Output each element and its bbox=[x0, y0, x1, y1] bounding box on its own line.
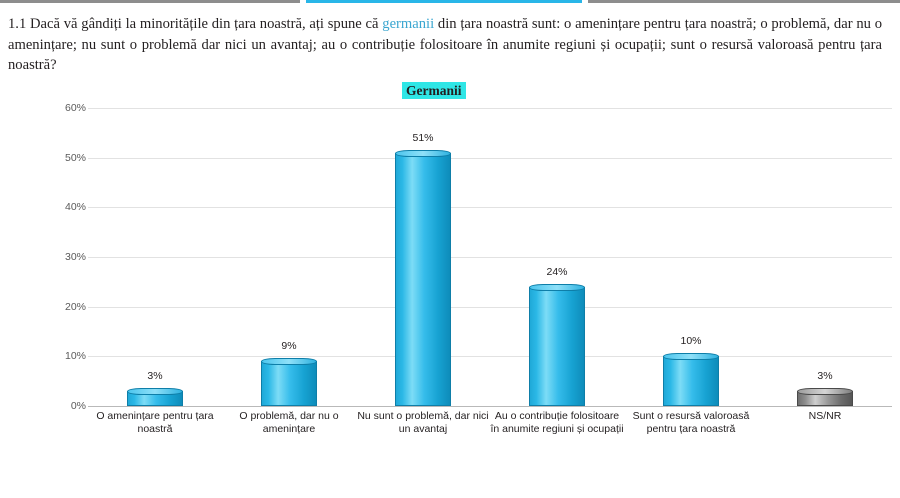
bar-value-label: 24% bbox=[546, 265, 568, 278]
bar[interactable] bbox=[529, 287, 585, 406]
top-rule-right bbox=[588, 0, 900, 3]
y-tick-label: 0% bbox=[70, 400, 86, 412]
bar-value-label: 10% bbox=[680, 335, 702, 348]
top-rule-center bbox=[306, 0, 582, 3]
x-axis-label: O problemă, dar nu o amenințare bbox=[239, 410, 339, 435]
bar-slot bbox=[624, 108, 758, 406]
x-axis-label: Au o contribuție folositoare în anumite regiuni și ocupații bbox=[490, 410, 624, 435]
question-suffix: din țara noastră sunt: o amenințare pentru țara noastră; o problemă, dar nu o amenințare; nu sunt o problemă dar nici un avantaj; au o contribuție folositoare în anumite regiuni și ocupații; sunt o resursă valoroasă pentru țara noastră? bbox=[8, 16, 882, 73]
bar-cap bbox=[663, 353, 719, 360]
bar-slot bbox=[758, 108, 892, 406]
x-axis-label: O amenințare pentru țara noastră bbox=[96, 410, 214, 435]
x-axis-label: Sunt o resursă valoroasă pentru țara noastră bbox=[632, 410, 750, 435]
bar-series bbox=[88, 108, 892, 406]
bar[interactable] bbox=[663, 356, 719, 406]
chart-plot-area bbox=[46, 102, 892, 412]
y-tick-label: 60% bbox=[64, 102, 86, 114]
x-axis-label: NS/NR bbox=[808, 410, 842, 422]
y-tick-label: 10% bbox=[64, 350, 86, 363]
bar[interactable] bbox=[395, 153, 451, 406]
bar-slot bbox=[88, 108, 222, 406]
question-text bbox=[8, 14, 882, 76]
bar-cap bbox=[529, 284, 585, 291]
bar-cap bbox=[797, 388, 853, 395]
bar[interactable] bbox=[797, 391, 853, 406]
bar[interactable] bbox=[127, 391, 183, 406]
y-tick-label: 30% bbox=[64, 251, 86, 263]
bar-slot bbox=[222, 108, 356, 406]
x-axis-label: Nu sunt o problemă, dar nici un avantaj bbox=[357, 410, 489, 435]
top-rule-left bbox=[0, 0, 300, 3]
bar-slot bbox=[490, 108, 624, 406]
question-prefix: 1.1 Dacă vă gândiți la minoritățile din țara noastră, ați spune că bbox=[8, 16, 383, 32]
bar-cap bbox=[395, 150, 451, 157]
bar-cap bbox=[261, 358, 317, 365]
axis-baseline bbox=[88, 406, 892, 407]
bar-slot bbox=[356, 108, 490, 406]
bar-value-label: 51% bbox=[412, 131, 434, 144]
bar[interactable] bbox=[261, 361, 317, 406]
y-tick-label: 40% bbox=[64, 201, 86, 214]
bar-value-label: 9% bbox=[281, 340, 297, 353]
bar-value-label: 3% bbox=[817, 370, 833, 383]
bar-value-label: 3% bbox=[147, 370, 163, 383]
bar-cap bbox=[127, 388, 183, 395]
y-tick-label: 50% bbox=[64, 151, 86, 164]
question-highlight: germanii bbox=[382, 16, 435, 32]
x-axis-categories bbox=[88, 410, 892, 454]
chart-title: Germanii bbox=[402, 82, 466, 99]
y-tick-label: 20% bbox=[64, 300, 86, 313]
